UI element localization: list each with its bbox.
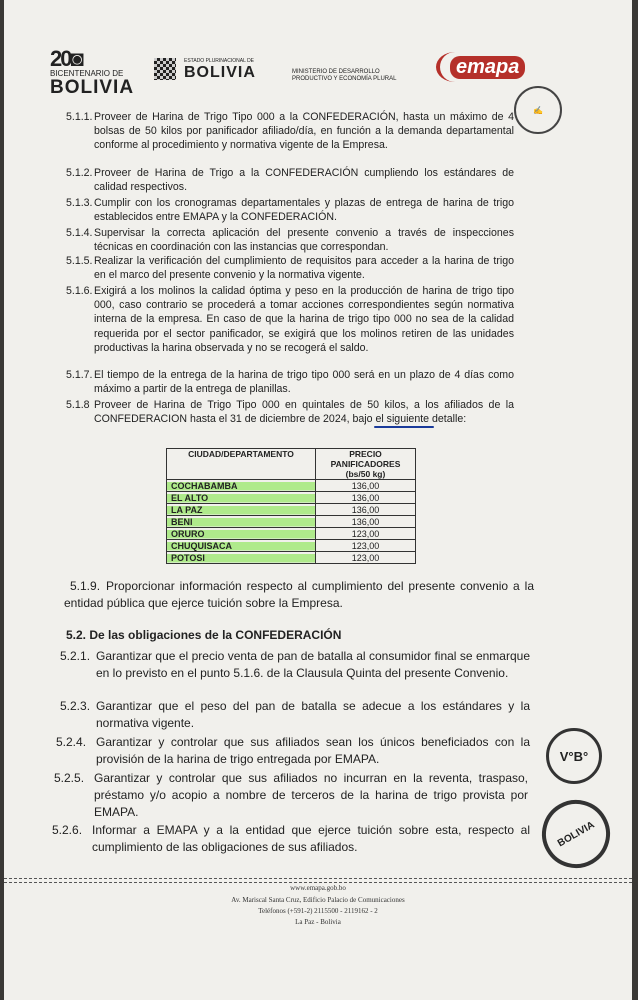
clause-number: 5.2.3. — [60, 699, 91, 713]
section-5-2-heading — [66, 628, 341, 642]
clause-number: 5.1.5. — [66, 255, 93, 267]
price-table — [166, 448, 416, 564]
clause-number: 5.2.6. — [52, 823, 83, 837]
footer-city: La Paz - Bolivia — [295, 918, 341, 926]
clause-5-1-6 — [66, 284, 514, 355]
clause-number: 5.2.1. — [60, 649, 91, 663]
signature-stamp-top: ✍ — [514, 86, 562, 134]
clause-number: 5.2.4. — [56, 735, 87, 749]
clause-5-1-2 — [66, 166, 514, 194]
row-price: 136,00 — [316, 516, 416, 528]
header-price-line3: (bs/50 kg) — [345, 469, 386, 479]
date-underline — [374, 426, 434, 428]
clause-number: 5.1.2. — [66, 167, 93, 179]
clause-5-1-3 — [66, 196, 514, 224]
table-row — [167, 552, 416, 564]
row-price: 123,00 — [316, 552, 416, 564]
vb-stamp-text: V°B° — [559, 748, 589, 764]
table-row — [167, 528, 416, 540]
header-price-line1: PRECIO — [349, 449, 382, 459]
table-header-row — [167, 449, 416, 480]
clause-number: 5.1.3. — [66, 197, 93, 209]
clause-text: Garantizar y controlar que sus afiliados no incurran en la reventa, traspaso, préstamo y/o acopio a nombre de terceros de la harina de trigo provista por EMAPA. — [94, 771, 528, 819]
row-price: 123,00 — [316, 528, 416, 540]
clause-text: Proveer de Harina de Trigo Tipo 000 a la CONFEDERACIÓN, hasta un máximo de 4 bolsas de 50 kilos por panificador afiliado/día, en función a la demanda departamental conforme al procedimiento y normativa vigente de la Empresa. — [94, 111, 514, 152]
clause-5-2-4 — [56, 734, 530, 768]
clause-5-2-5 — [54, 770, 528, 821]
ministerio-line1: MINISTERIO DE DESARROLLO — [292, 69, 380, 75]
emapa-logo — [436, 48, 546, 88]
whipala-icon — [154, 58, 176, 80]
clause-5-1-1 — [66, 110, 514, 153]
clause-5-1-4 — [66, 226, 514, 254]
bolivia-stamp — [530, 788, 623, 881]
table-row — [167, 480, 416, 492]
footer-web: www.emapa.gob.bo — [290, 884, 346, 892]
row-price: 123,00 — [316, 540, 416, 552]
clause-5-2-6 — [52, 822, 530, 856]
section-number: 5.2. — [66, 628, 87, 642]
clause-5-2-1 — [60, 648, 530, 682]
clause-text: Garantizar que el peso del pan de batalla se adecue a los estándares y la normativa vigente. — [96, 699, 530, 730]
table-row — [167, 504, 416, 516]
clause-number: 5.1.6. — [66, 285, 93, 297]
clause-number: 5.1.4. — [66, 227, 93, 239]
clause-5-1-5 — [66, 254, 514, 282]
clause-text: Supervisar la correcta aplicación del presente convenio a través de inspecciones técnicas en coordinación con las instancias que correspondan. — [94, 227, 514, 254]
clause-number: 5.1.9. — [70, 579, 101, 593]
clause-5-1-7 — [66, 368, 514, 396]
bicentenario-top: BICENTENARIO DE — [50, 69, 124, 78]
footer-address: Av. Mariscal Santa Cruz, Edificio Palacio de Comunicaciones — [231, 896, 405, 904]
bicentenario-mark-icon: 20◙ — [50, 46, 82, 71]
emapa-wordmark: emapa — [450, 56, 525, 79]
table-row — [167, 540, 416, 552]
vb-stamp — [546, 728, 602, 784]
ministerio-line2: PRODUCTIVO Y ECONOMÍA PLURAL — [292, 76, 397, 82]
row-city: EL ALTO — [167, 492, 316, 504]
clause-text: Cumplir con los cronogramas departamentales y plazas de entrega de harina de trigo establecidos entre EMAPA y la CONFEDERACIÓN. — [94, 197, 514, 224]
footer-divider — [4, 878, 632, 883]
row-city: ORURO — [167, 528, 316, 540]
row-price: 136,00 — [316, 492, 416, 504]
clause-text: Garantizar que el precio venta de pan de batalla al consumidor final se enmarque en lo previsto en el punto 5.1.6. de la Clausula Quinta del presente Convenio. — [96, 649, 530, 680]
row-city: LA PAZ — [167, 504, 316, 516]
table-row — [167, 516, 416, 528]
row-city: CHUQUISACA — [167, 540, 316, 552]
clause-text: Proporcionar información respecto al cumplimiento del presente convenio a la entidad pública que ejerce tuición sobre la Empresa. — [64, 579, 534, 610]
header-city: CIUDAD/DEPARTAMENTO — [167, 449, 316, 480]
ministerio-logo — [292, 69, 432, 83]
document-page — [4, 0, 632, 1000]
section-title: De las obligaciones de la CONFEDERACIÓN — [89, 628, 342, 642]
clause-text: Exigirá a los molinos la calidad óptima y peso en la producción de harina de trigo tipo 000, caso contrario se procederá a tomar acciones correspondientes según normativa interna de la empresa. En caso de que la harina de trigo tipo 000 no sea de la calidad requerida por el sector panificador, se exigirá que los molinos retiren de las unidades productivas la harina observada y no se recogerá el saldo. — [94, 285, 514, 354]
clause-text: Garantizar y controlar que sus afiliados sean los únicos beneficiados con la provisión de la harina de trigo entregada por EMAPA. — [96, 735, 530, 766]
header-price-line2: PANIFICADORES — [330, 459, 401, 469]
row-city: BENI — [167, 516, 316, 528]
clause-5-1-8 — [66, 398, 514, 426]
header-price — [316, 449, 416, 480]
bicentenario-bottom: BOLIVIA — [50, 77, 135, 98]
clause-number: 5.1.1. — [66, 111, 93, 123]
row-price: 136,00 — [316, 504, 416, 516]
clause-number: 5.2.5. — [54, 771, 85, 785]
footer-phones: Teléfonos (+591-2) 2115500 - 2119162 - 2 — [258, 907, 378, 915]
clause-text: El tiempo de la entrega de la harina de trigo tipo 000 será en un plazo de 4 días como máximo a partir de la entrega de planillas. — [94, 369, 514, 396]
table-row — [167, 492, 416, 504]
row-city: POTOSI — [167, 552, 316, 564]
clause-5-1-9 — [64, 578, 534, 612]
row-price: 136,00 — [316, 480, 416, 492]
clause-text: Realizar la verificación del cumplimiento de requisitos para acceder a la harina de trigo en el marco del presente convenio y la normativa vigente. — [94, 255, 514, 282]
estado-small: ESTADO PLURINACIONAL DE — [184, 58, 255, 64]
estado-big: BOLIVIA — [184, 64, 256, 81]
bolivia-stamp-text: BOLIVIA — [555, 819, 597, 849]
clause-5-2-3 — [60, 698, 530, 732]
clause-text: Proveer de Harina de Trigo Tipo 000 en quintales de 50 kilos, a los afiliados de la CONFEDERACION hasta el 31 de diciembre de 2024, bajo el siguiente detalle: — [94, 399, 514, 426]
clause-text: Informar a EMAPA y a la entidad que ejerce tuición sobre esta, respecto al cumplimiento de las obligaciones de sus afiliados. — [92, 823, 530, 854]
clause-number: 5.1.7. — [66, 369, 93, 381]
row-city: COCHABAMBA — [167, 480, 316, 492]
clause-text: Proveer de Harina de Trigo a la CONFEDERACIÓN cumpliendo los estándares de calidad respectivos. — [94, 167, 514, 194]
bicentenario-logo — [50, 48, 142, 99]
clause-number: 5.1.8 — [66, 399, 90, 411]
